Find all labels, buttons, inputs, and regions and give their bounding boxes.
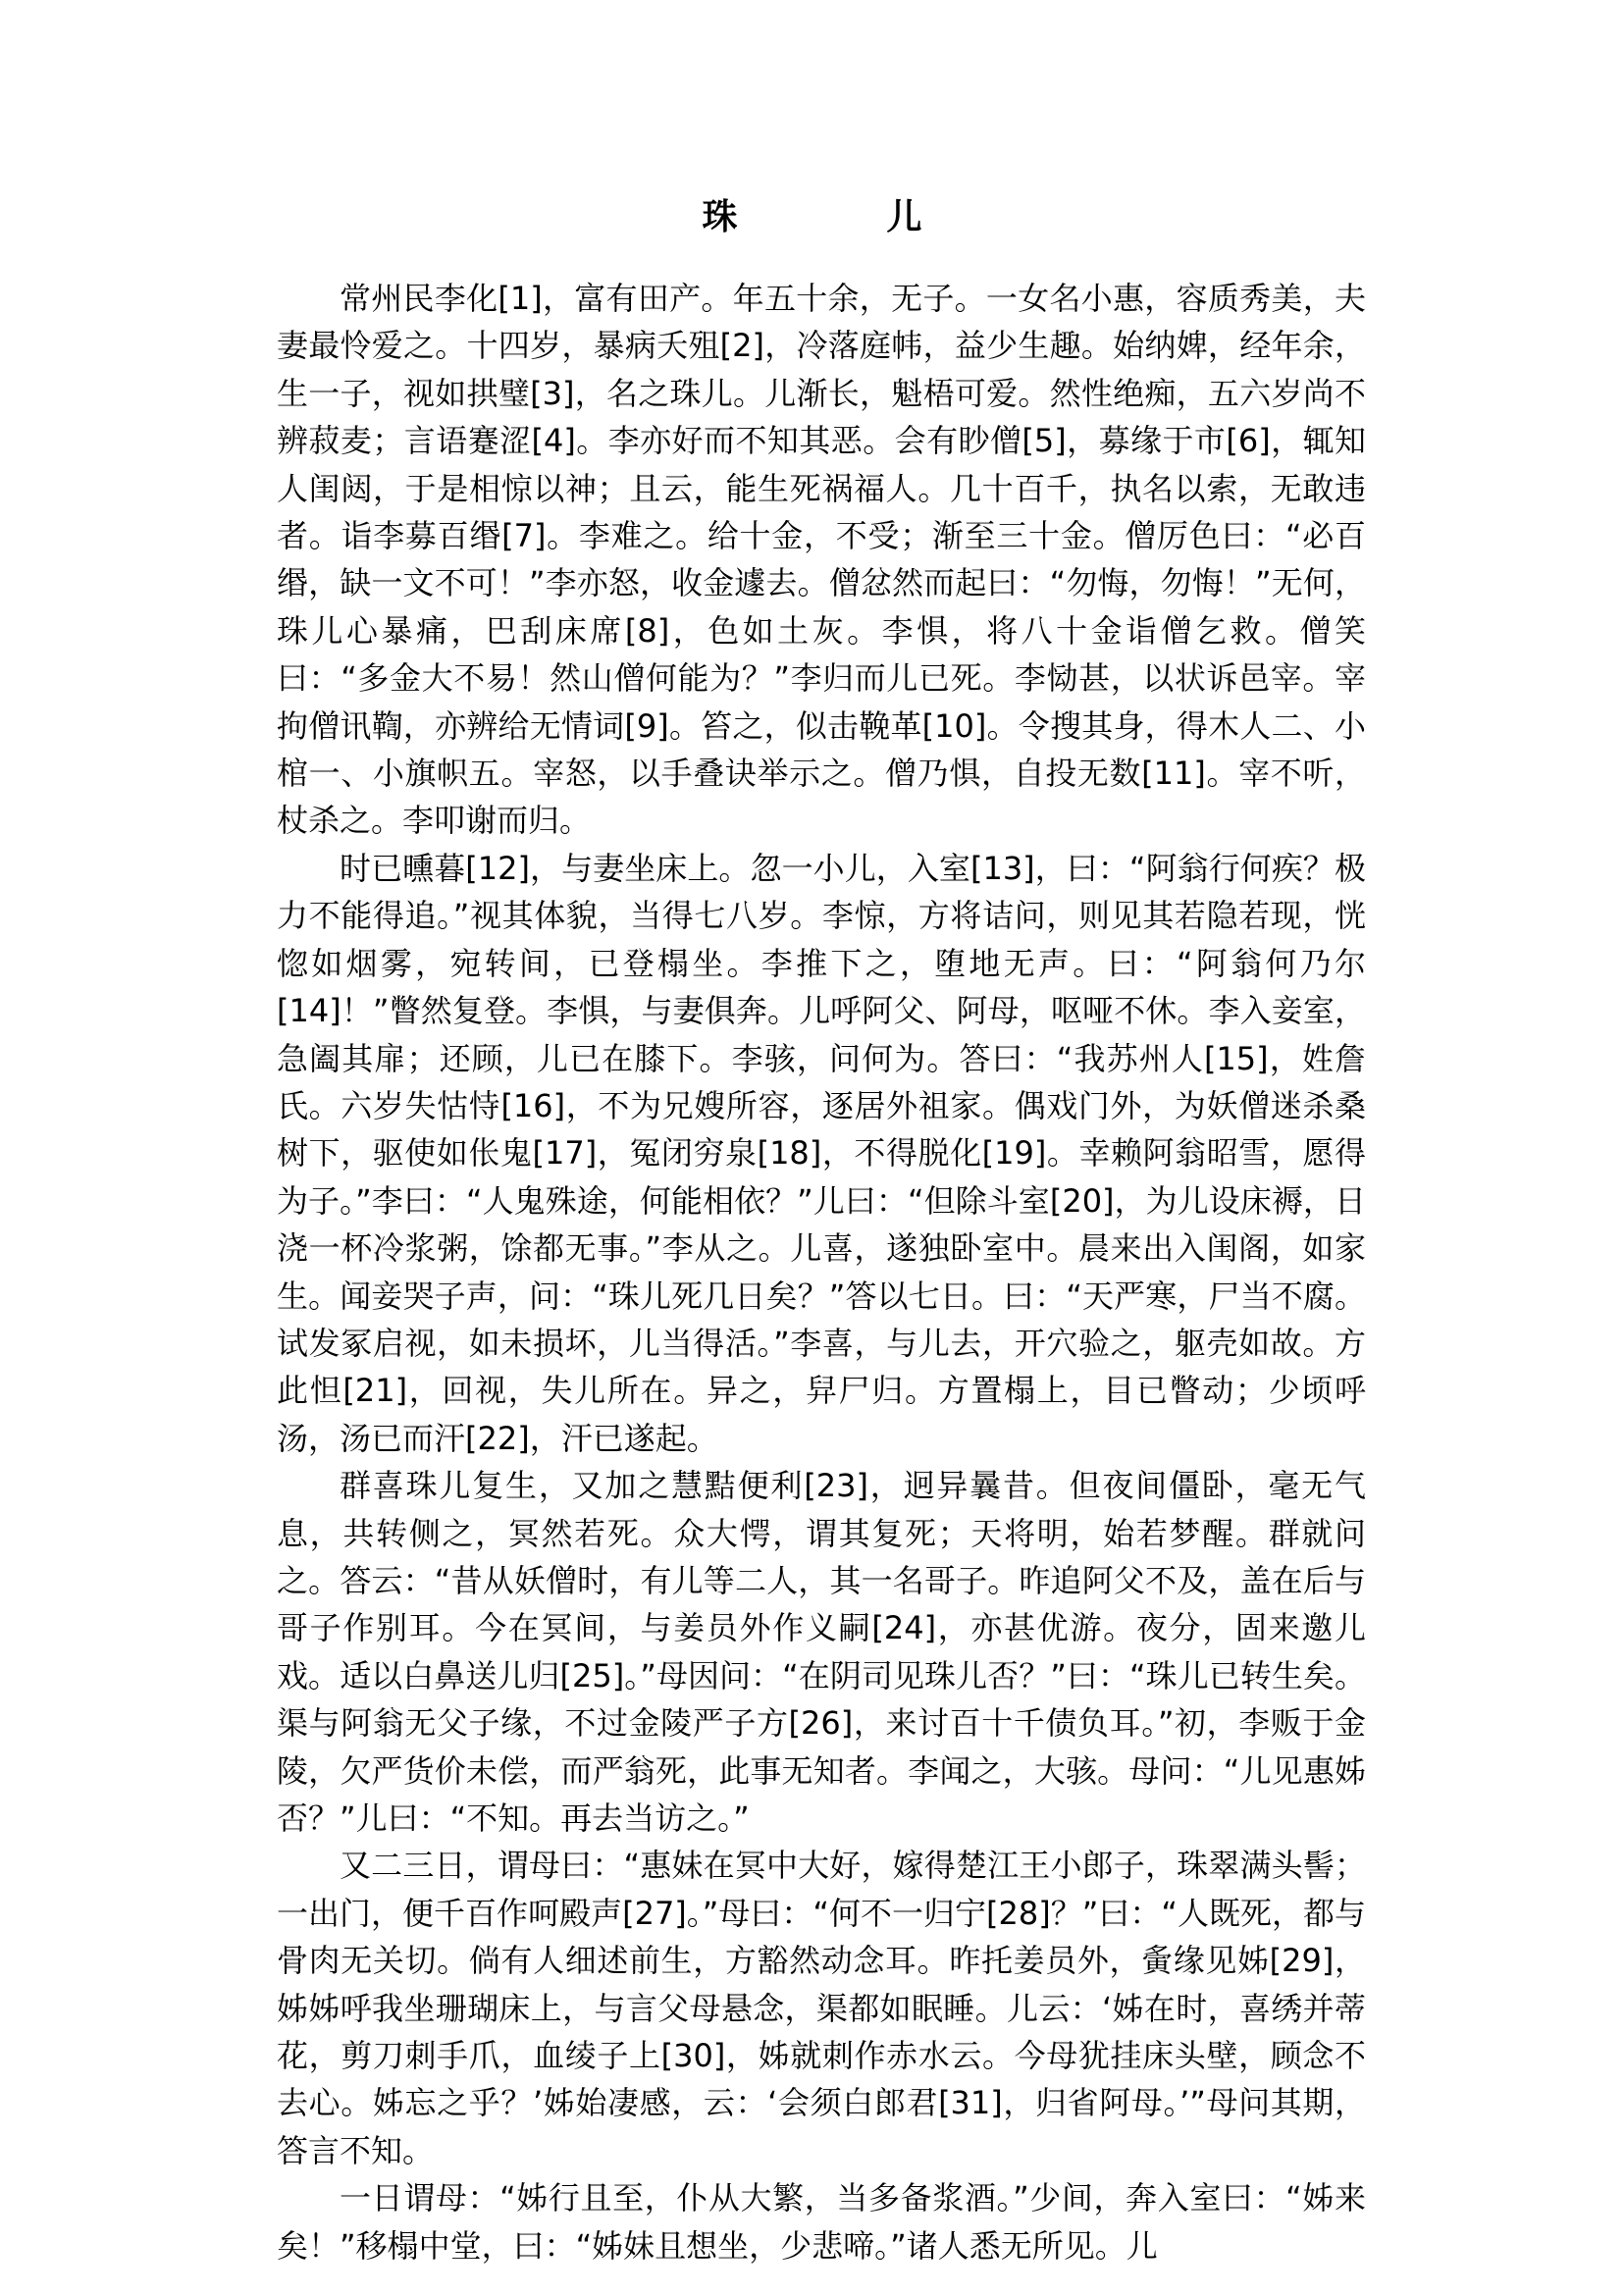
paragraph: 一日谓母：“姊行且至，仆从大繁，当多备浆酒。”少间，奔入室曰：“姊来矣！”移榻中堂，曰：“姊妹且想坐，少悲啼。”诸人悉无所见。儿 <box>277 2179 1366 2265</box>
page-title: 珠 儿 <box>702 197 979 237</box>
paragraph: 群喜珠儿复生，又加之慧黠便利[23]，迥异曩昔。但夜间僵卧，毫无气息，共转侧之，冥然若死。众大愕，谓其复死；天将明，始若梦醒。群就问之。答云：“昔从妖僧时，有儿等二人，其一名哥子。昨追阿父不及，盖在后与哥子作别耳。今在冥间，与姜员外作义嗣[24]，亦甚优游。夜分，固来邀儿戏。适以白鼻送儿归[25]。”母因问：“在阴司见珠儿否？”曰：“珠儿已转生矣。渠与阿翁无父子缘，不过金陵严子方[26]，来讨百十千债负耳。”初，李贩于金陵，欠严货价未偿，而严翁死，此事无知者。李闻之，大骇。母问：“儿见惠姊否？”儿曰：“不知。再去当访之。” <box>277 1467 1366 1837</box>
body-text <box>277 275 1366 2269</box>
paragraph: 时已曛暮[12]，与妻坐床上。忽一小儿，入室[13]，曰：“阿翁行何疾？极力不能得追。”视其体貌，当得七八岁。李惊，方将诘问，则见其若隐若现，恍惚如烟雾，宛转间，已登榻坐。李推下之，堕地无声。曰：“阿翁何乃尔[14]！”瞥然复登。李惧，与妻俱奔。儿呼阿父、阿母，呕哑不休。李入妾室，急阖其扉；还顾，儿已在膝下。李骇，问何为。答曰：“我苏州人[15]，姓詹氏。六岁失怙恃[16]，不为兄嫂所容，逐居外祖家。偶戏门外，为妖僧迷杀桑树下，驱使如伥鬼[17]，冤闭穷泉[18]，不得脱化[19]。幸赖阿翁昭雪，愿得为子。”李曰：“人鬼殊途，何能相依？”儿曰：“但除斗室[20]，为儿设床褥，日浇一杯冷浆粥，馀都无事。”李从之。儿喜，遂独卧室中。晨来出入闺阁，如家生。闻妾哭子声，问：“珠儿死几日矣？”答以七日。曰：“天严寒，尸当不腐。试发冢启视，如未损坏，儿当得活。”李喜，与儿去，开穴验之，躯壳如故。方此怛[21]，回视，失儿所在。异之，舁尸归。方置榻上，目已瞥动；少顷呼汤，汤已而汗[22]，汗已遂起。 <box>277 849 1366 1457</box>
paragraph: 又二三日，谓母曰：“惠妹在冥中大好，嫁得楚江王小郎子，珠翠满头髻；一出门，便千百作呵殿声[27]。”母曰：“何不一归宁[28]？”曰：“人既死，都与骨肉无关切。倘有人细述前生，方豁然动念耳。昨托姜员外，夤缘见姊[29]，姊姊呼我坐珊瑚床上，与言父母悬念，渠都如眠睡。儿云：‘姊在时，喜绣并蒂花，剪刀刺手爪，血绫子上[30]，姊就刺作赤水云。今母犹挂床头壁，顾念不去心。姊忘之乎？’姊始凄感，云：‘会须白郎君[31]，归省阿母。’”母问其期，答言不知。 <box>277 1847 1366 2169</box>
paragraph: 常州民李化[1]，富有田产。年五十余，无子。一女名小惠，容质秀美，夫妻最怜爱之。十四岁，暴病夭殂[2]，冷落庭帏，益少生趣。始纳婢，经年余，生一子，视如拱璧[3]，名之珠儿。儿渐长，魁梧可爱。然性绝痴，五六岁尚不辨菽麦；言语蹇涩[4]。李亦好而不知其恶。会有眇僧[5]，募缘于市[6]，辄知人闺闼，于是相惊以神；且云，能生死祸福人。几十百千，执名以索，无敢违者。诣李募百缗[7]。李难之。给十金，不受；渐至三十金。僧厉色曰：“必百缗，缺一文不可！”李亦怒，收金遽去。僧忿然而起曰：“勿悔，勿悔！”无何，珠儿心暴痛，巴刮床席[8]，色如土灰。李惧，将八十金诣僧乞救。僧笑曰：“多金大不易！然山僧何能为？”李归而儿已死。李恸甚，以状诉邑宰。宰拘僧讯鞫，亦辨给无情词[9]。笞之，似击鞔革[10]。令搜其身，得木人二、小棺一、小旗帜五。宰怒，以手叠诀举示之。僧乃惧，自投无数[11]。宰不听，杖杀之。李叩谢而归。 <box>277 280 1366 840</box>
